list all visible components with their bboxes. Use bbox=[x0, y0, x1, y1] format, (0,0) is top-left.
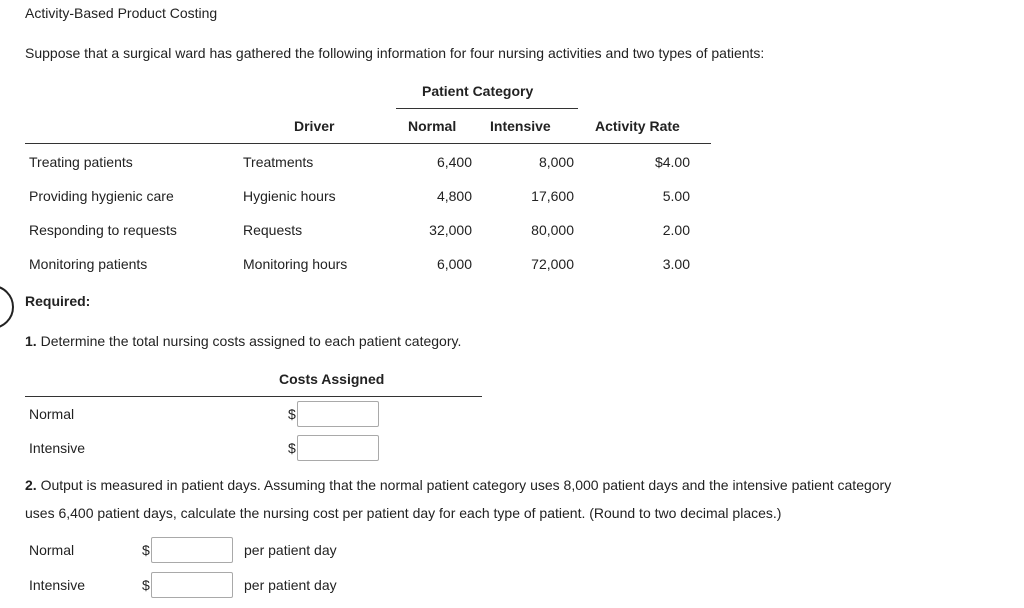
rate-cell: $4.00 bbox=[654, 154, 690, 170]
currency-symbol: $ bbox=[288, 406, 296, 422]
costs-assigned-header: Costs Assigned bbox=[279, 371, 385, 387]
question-1-number: 1. bbox=[25, 333, 37, 349]
driver-cell: Hygienic hours bbox=[243, 188, 336, 204]
normal-cell: 6,400 bbox=[436, 154, 472, 170]
q2-intensive-label: Intensive bbox=[29, 577, 86, 593]
intensive-cell: 8,000 bbox=[538, 154, 574, 170]
question-2-number: 2. bbox=[25, 477, 37, 493]
question-2-line-2: uses 6,400 patient days, calculate the nursing cost per patient day for each type of patient. (Round to two decimal places.) bbox=[25, 505, 782, 521]
q2-normal-cost-per-day-input[interactable] bbox=[151, 537, 233, 563]
intro-text: Suppose that a surgical ward has gathered the following information for four nursing activities and two types of patients: bbox=[25, 45, 765, 61]
question-1-text: Determine the total nursing costs assigned to each patient category. bbox=[40, 333, 462, 349]
normal-cell: 6,000 bbox=[436, 256, 472, 272]
q1-normal-label: Normal bbox=[29, 406, 75, 422]
q2-normal-unit: per patient day bbox=[244, 542, 337, 558]
required-label: Required: bbox=[25, 293, 91, 309]
driver-header: Driver bbox=[294, 118, 335, 134]
normal-header: Normal bbox=[408, 118, 457, 134]
q1-normal-cost-input[interactable] bbox=[297, 401, 379, 427]
rate-cell: 2.00 bbox=[662, 222, 690, 238]
q1-intensive-cost-input[interactable] bbox=[297, 435, 379, 461]
rate-cell: 5.00 bbox=[662, 188, 690, 204]
group-header-rule bbox=[396, 108, 578, 109]
driver-cell: Treatments bbox=[243, 154, 314, 170]
activity-rate-header: Activity Rate bbox=[595, 118, 680, 134]
q2-intensive-unit: per patient day bbox=[244, 577, 337, 593]
q2-intensive-cost-per-day-input[interactable] bbox=[151, 572, 233, 598]
activity-cell: Responding to requests bbox=[29, 222, 177, 238]
activity-cell: Monitoring patients bbox=[29, 256, 148, 272]
intensive-cell: 17,600 bbox=[531, 188, 574, 204]
question-2 bbox=[25, 477, 891, 493]
activity-cell: Treating patients bbox=[29, 154, 133, 170]
currency-symbol: $ bbox=[288, 440, 296, 456]
margin-arc-decoration bbox=[0, 285, 14, 329]
question-1 bbox=[25, 333, 461, 349]
intensive-cell: 72,000 bbox=[531, 256, 574, 272]
normal-cell: 4,800 bbox=[436, 188, 472, 204]
page-title: Activity-Based Product Costing bbox=[25, 5, 218, 21]
question-2-line-1: Output is measured in patient days. Assuming that the normal patient category uses 8,000 patient days and the intensive patient category bbox=[40, 477, 892, 493]
normal-cell: 32,000 bbox=[429, 222, 472, 238]
driver-cell: Requests bbox=[243, 222, 303, 238]
intensive-header: Intensive bbox=[490, 118, 551, 134]
q2-normal-label: Normal bbox=[29, 542, 75, 558]
intensive-cell: 80,000 bbox=[531, 222, 574, 238]
currency-symbol: $ bbox=[142, 577, 150, 593]
currency-symbol: $ bbox=[142, 542, 150, 558]
activity-cell: Providing hygienic care bbox=[29, 188, 174, 204]
rate-cell: 3.00 bbox=[662, 256, 690, 272]
costs-assigned-rule bbox=[25, 396, 482, 397]
q1-intensive-label: Intensive bbox=[29, 440, 86, 456]
patient-category-header: Patient Category bbox=[422, 83, 534, 99]
driver-cell: Monitoring hours bbox=[243, 256, 348, 272]
header-rule bbox=[25, 143, 711, 144]
